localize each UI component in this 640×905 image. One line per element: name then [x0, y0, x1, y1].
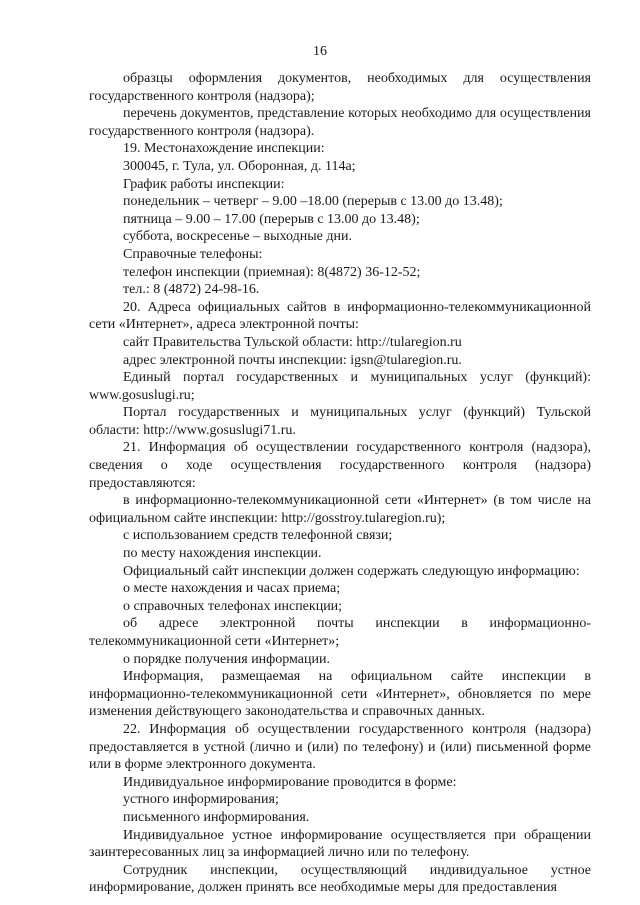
paragraph: 22. Информация об осуществлении государственного контроля (надзора) предоставляется в устной (лично и (или) по телефону) и (или) письменной форме или в форме электронного документа.	[89, 721, 591, 773]
paragraph: об адресе электронной почты инспекции в информационно-телекоммуникационной сети «Интернет»;	[89, 616, 591, 649]
paragraph: понедельник – четверг – 9.00 –18.00 (перерыв с 13.00 до 13.48);	[123, 194, 503, 210]
paragraph: письменного информирования.	[123, 809, 310, 825]
paragraph: 21. Информация об осуществлении государственного контроля (надзора), сведения о ходе осуществления государственного контроля (надзора) предоставляются:	[89, 440, 591, 491]
paragraph: о справочных телефонах инспекции;	[123, 598, 343, 614]
paragraph: о порядке получения информации.	[123, 651, 330, 667]
paragraph: телефон инспекции (приемная): 8(4872) 36-12-52;	[123, 264, 421, 280]
paragraph: Информация, размещаемая на официальном сайте инспекции в информационно-телекоммуникационной сети «Интернет», обновляется по мере изменения действующего законодательства и справочных данных.	[89, 669, 591, 720]
paragraph: 20. Адреса официальных сайтов в информационно-телекоммуникационной сети «Интернет», адреса электронной почты:	[89, 299, 591, 333]
paragraph: в информационно-телекоммуникационной сети «Интернет» (в том числе на официальном сайте инспекции: http://gosstroy.tularegion.ru);	[89, 493, 591, 526]
paragraph: Справочные телефоны:	[123, 246, 263, 262]
paragraph: 19. Местонахождение инспекции:	[123, 141, 325, 157]
paragraph: пятница – 9.00 – 17.00 (перерыв с 13.00 до 13.48);	[123, 211, 420, 227]
paragraph: График работы инспекции:	[123, 176, 285, 192]
paragraph: с использованием средств телефонной связи;	[123, 528, 393, 544]
paragraph: суббота, воскресенье – выходные дни.	[123, 229, 352, 245]
paragraph: Официальный сайт инспекции должен содержать следующую информацию:	[123, 563, 580, 579]
paragraph: 300045, г. Тула, ул. Оборонная, д. 114а;	[123, 158, 356, 174]
document-body	[89, 70, 591, 897]
paragraph: Индивидуальное устное информирование осуществляется при обращении заинтересованных лиц за информацией лично или по телефону.	[89, 827, 591, 861]
paragraph: образцы оформления документов, необходимых для осуществления государственного контроля (надзора);	[89, 71, 591, 104]
paragraph: сайт Правительства Тульской области: http://tularegion.ru	[123, 334, 462, 350]
paragraph: устного информирования;	[123, 792, 279, 808]
paragraph: Портал государственных и муниципальных услуг (функций) Тульской области: http://www.gosuslugi71.ru.	[89, 405, 591, 438]
page-number: 16	[313, 44, 327, 59]
paragraph: перечень документов, представление которых необходимо для осуществления государственного контроля (надзора).	[89, 106, 591, 139]
paragraph: по месту нахождения инспекции.	[123, 546, 322, 562]
paragraph: Индивидуальное информирование проводится в форме:	[123, 774, 457, 790]
paragraph: Единый портал государственных и муниципальных услуг (функций): www.gosuslugi.ru;	[89, 370, 591, 403]
paragraph: Сотрудник инспекции, осуществляющий индивидуальное устное информирование, должен принять все необходимые меры для предоставления	[89, 862, 591, 896]
paragraph: адрес электронной почты инспекции: igsn@tularegion.ru.	[123, 352, 462, 368]
paragraph: тел.: 8 (4872) 24-98-16.	[123, 282, 260, 298]
paragraph: о месте нахождения и часах приема;	[123, 581, 341, 597]
